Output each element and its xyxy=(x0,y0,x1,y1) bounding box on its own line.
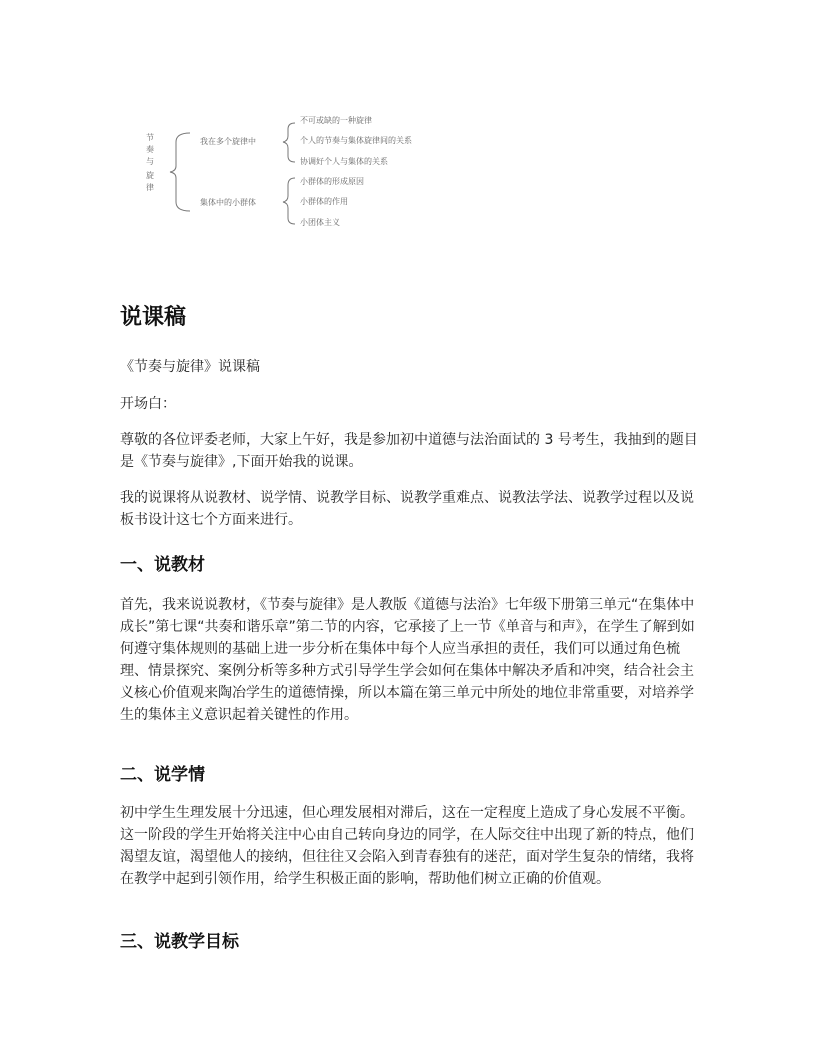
opening-label: 开场白： xyxy=(120,396,176,412)
diagram-leaf-item: 个人的节奏与集体旋律间的关系 xyxy=(300,136,412,145)
page-title: 说课稿 xyxy=(120,305,187,330)
opening-paragraph: 尊敬的各位评委老师，大家上午好，我是参加初中道德与法治面试的 3 号考生，我抽到的题目是《节奏与旋律》,下面开始我的说课。 xyxy=(120,432,698,470)
diagram-root-brace xyxy=(170,133,190,211)
doc-subtitle: 《节奏与旋律》说课稿 xyxy=(120,359,260,375)
diagram-branch-label: 我在多个旋律中 xyxy=(200,137,256,146)
diagram-leaf-item: 小群体的形成原因 xyxy=(300,177,364,186)
diagram-root-char: 旋 xyxy=(146,171,154,180)
section-heading: 三、说教学目标 xyxy=(120,932,239,952)
plan-paragraph: 我的说课将从说教材、说学情、说教学目标、说教学重难点、说教法学法、说教学过程以及说板书设计这七个方面来进行。 xyxy=(120,490,694,528)
section-paragraph: 初中学生生理发展十分迅速，但心理发展相对滞后，这在一定程度上造成了身心发展不平衡。这一阶段的学生开始将关注中心由自己转向身边的同学，在人际交往中出现了新的特点，他们渴望友谊，渴望他人的接纳，但往往又会陷入到青春独有的迷茫，面对学生复杂的情绪，我将在教学中起到引领作用，给学生积极正面的影响，帮助他们树立正确的价值观。 xyxy=(120,805,694,887)
diagram-leaf-item: 小群体的作用 xyxy=(300,197,348,206)
diagram-leaf-item: 不可或缺的一种旋律 xyxy=(300,116,372,125)
diagram-root-char: 节 xyxy=(146,133,154,142)
diagram-branch-label: 集体中的小群体 xyxy=(200,198,256,207)
section-paragraph: 首先，我来说说教材，《节奏与旋律》是人教版《道德与法治》七年级下册第三单元“在集体中成长”第七课“共奏和谐乐章”第二节的内容，它承接了上一节《单音与和声》，在学生了解到如何遵守集体规则的基础上进一步分析在集体中每个人应当承担的责任，我们可以通过角色梳理、情景探究、案例分析等多种方式引导学生学会如何在集体中解决矛盾和冲突，结合社会主义核心价值观来陶冶学生的道德情操，所以本篇在第三单元中所处的地位非常重要，对培养学生的集体主义意识起着关键性的作用。 xyxy=(120,597,695,723)
diagram-root-char: 奏 xyxy=(146,145,154,154)
diagram-root-char: 律 xyxy=(146,183,154,192)
section-heading: 一、说教材 xyxy=(120,555,205,575)
diagram-branch-brace xyxy=(283,123,295,162)
section-heading: 二、说学情 xyxy=(120,765,205,785)
diagram-leaf-item: 协调好个人与集体的关系 xyxy=(300,157,388,166)
diagram-leaf-item: 小团体主义 xyxy=(300,218,340,227)
board-design-diagram xyxy=(130,108,412,233)
diagram-root-char: 与 xyxy=(146,157,154,166)
diagram-branch-brace xyxy=(283,178,295,224)
